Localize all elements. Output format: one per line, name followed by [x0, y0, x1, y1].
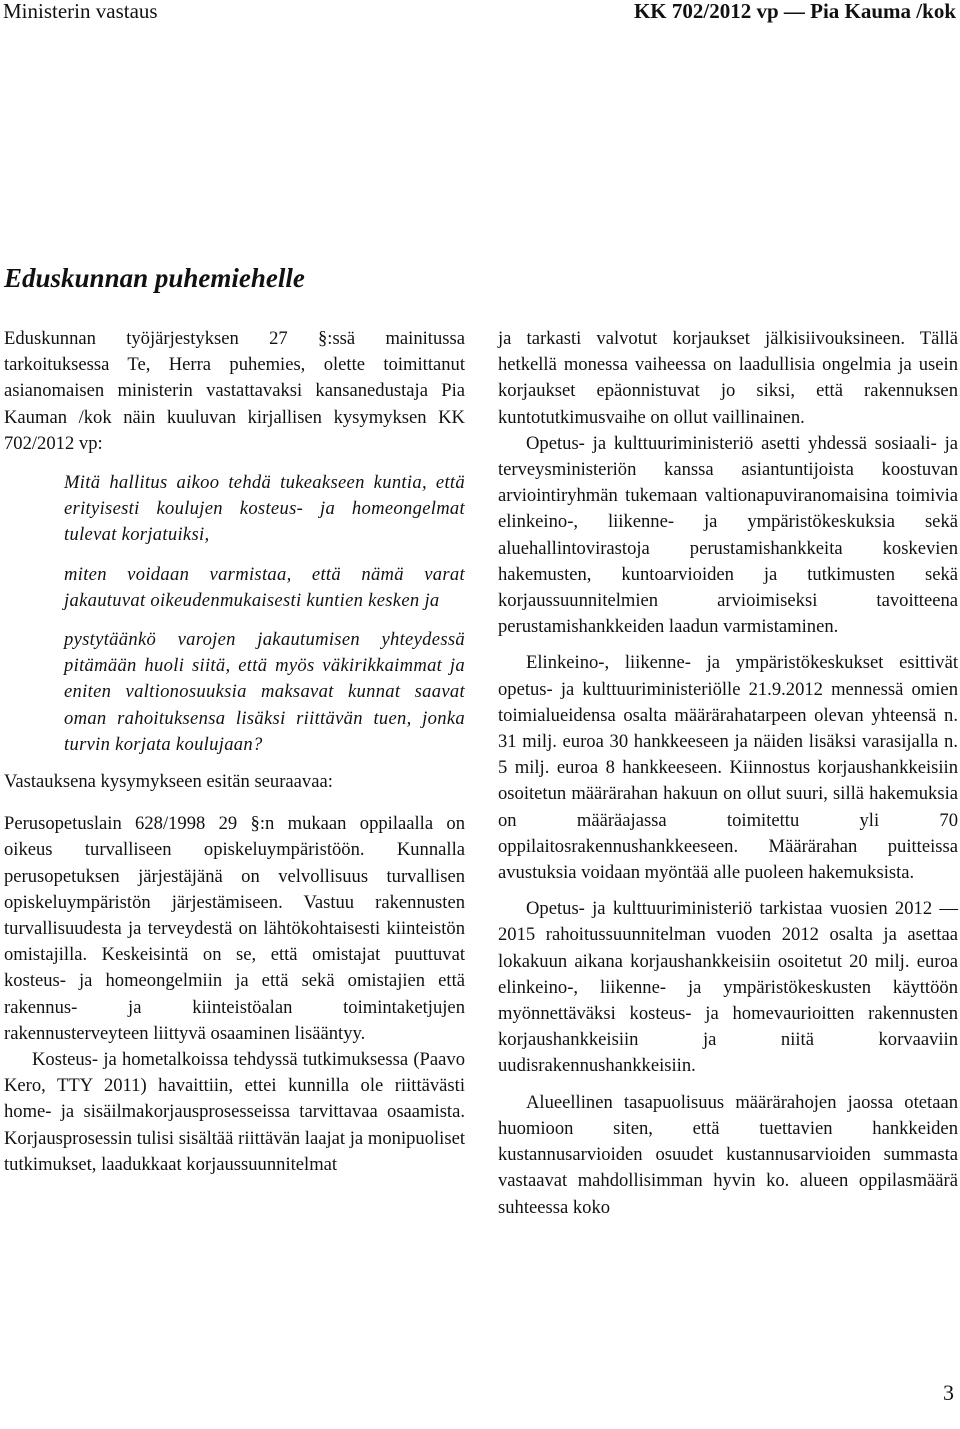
answer-paragraph-4: Opetus- ja kulttuuriministeriö asetti yhdessä sosiaali- ja terveysministeriön kanssa asiantuntijoista koostuvan arviointiryhmän tukemaan valtionapuviranomaisina toimivia elinkeino-, liikenne- ja ympäristökeskuksia sekä aluehallintovirastoja perustamishankkeita koskevien hakemusten, kuntoarvioiden ja tutkimusten sekä korjaussuunnitelmien arvioimiseksi tavoitteena perustamishankkeiden laadun varmistaminen. [498, 432, 958, 638]
answer-intro: Vastauksena kysymykseen esitän seuraavaa: [4, 771, 333, 793]
answer-paragraph-1: Perusopetuslain 628/1998 29 §:n mukaan oppilaalla on oikeus turvalliseen opiskeluympäristöön. Kunnalla perusopetuksen järjestäjänä on velvollisuus turvallisen opiskeluympäristön järjestämiseen. Vastuu rakennusten turvallisuudesta ja terveydestä on lähtökohtaisesti kiinteistön omistajilla. Keskeisintä on se, että omistajat puuttuvat kosteus- ja homeongelmiin ja että sekä omistajien että rakennus- ja kiinteistöalan toimintaketjujen rakennusterveyteen liittyvä osaaminen lisääntyy. [4, 813, 465, 1044]
page-number: 3 [943, 1380, 954, 1405]
left-column [4, 326, 465, 1178]
answer-paragraph-3: ja tarkasti valvotut korjaukset jälkisiivouksineen. Tällä hetkellä monessa vaiheessa on laadullisia ongelmia ja usein korjaukset epäonnistuvat jo siksi, että rakennuksen kuntotutkimusvaihe on ollut vaillinainen. [498, 328, 958, 428]
right-column [498, 326, 958, 1221]
answer-paragraph-6: Opetus- ja kulttuuriministeriö tarkistaa vuosien 2012 — 2015 rahoitussuunnitelman vuoden 2012 osalta ja asettaa lokakuun aikana korjaushankkeisiin osoitetut 20 milj. euroa elinkeino-, liikenne- ja ympäristökeskusten käyttöön myönnettäväksi kosteus- ja homevaurioitten rakennusten korjaushankkeisiin ja niitä korvaaviin uudisrakennushankkeisiin. [498, 898, 958, 1077]
question-1: Mitä hallitus aikoo tehdä tukeakseen kuntia, että erityisesti koulujen kosteus- ja homeongelmat tulevat korjatuiksi, [64, 472, 465, 546]
page-heading: Eduskunnan puhemiehelle [4, 263, 305, 293]
question-2: miten voidaan varmistaa, että nämä varat jakautuvat oikeudenmukaisesti kuntien kesken ja [64, 563, 465, 611]
answer-paragraph-7: Alueellinen tasapuolisuus määrärahojen jaossa otetaan huomioon siten, että tuettavien hankkeiden kustannusarvioiden osuudet kustannusarvioiden summasta vastaavat mahdollisimman hyvin ko. alueen oppilasmäärä suhteessa koko [498, 1091, 958, 1218]
intro-paragraph: Eduskunnan työjärjestyksen 27 §:ssä mainitussa tarkoituksessa Te, Herra puhemies, olette toimittanut asianomaisen ministerin vastattavaksi kansanedustaja Pia Kauman /kok näin kuuluvan kirjallisen kysymyksen KK 702/2012 vp: [4, 328, 465, 454]
page-header [0, 0, 960, 30]
answer-paragraph-2: Kosteus- ja hometalkoissa tehdyssä tutkimuksessa (Paavo Kero, TTY 2011) havaittiin, ettei kunnilla ole riittävästi home- ja sisäilmakorjausprosesseissa tarvittavaa osaamista. Korjausprosessin tulisi sisältää riittävän laajat ja monipuoliset tutkimukset, laadukkaat korjaussuunnitelmat [4, 1049, 465, 1175]
header-document-type: Ministerin vastaus [3, 0, 158, 23]
question-3: pystytäänkö varojen jakautumisen yhteydessä pitämään huoli siitä, että myös väkirikkaimmat ja eniten valtionosuuksia maksavat kunnat saavat oman rahoituksensa lisäksi riittävän tuen, jonka turvin korjata koulujaan? [64, 629, 465, 755]
header-document-id: KK 702/2012 vp — Pia Kauma /kok [633, 0, 956, 23]
answer-paragraph-5: Elinkeino-, liikenne- ja ympäristökeskukset esittivät opetus- ja kulttuuriministeriölle 21.9.2012 mennessä omien toimialueidensa osalta määrärahatarpeen olevan yhteensä n. 31 milj. euroa 30 hankkeeseen ja näiden lisäksi varasijalla n. 5 milj. euroa 8 hankkeeseen. Kiinnostus korjaushankkeisiin osoitetun määrärahan hakuun on ollut suuri, sillä hakemuksia on määräajassa toimitettu yli 70 oppilaitosrakennushankkeeseen. Määrärahan puitteissa avustuksia voidaan myöntää alle puoleen hakemuksista. [498, 652, 958, 884]
